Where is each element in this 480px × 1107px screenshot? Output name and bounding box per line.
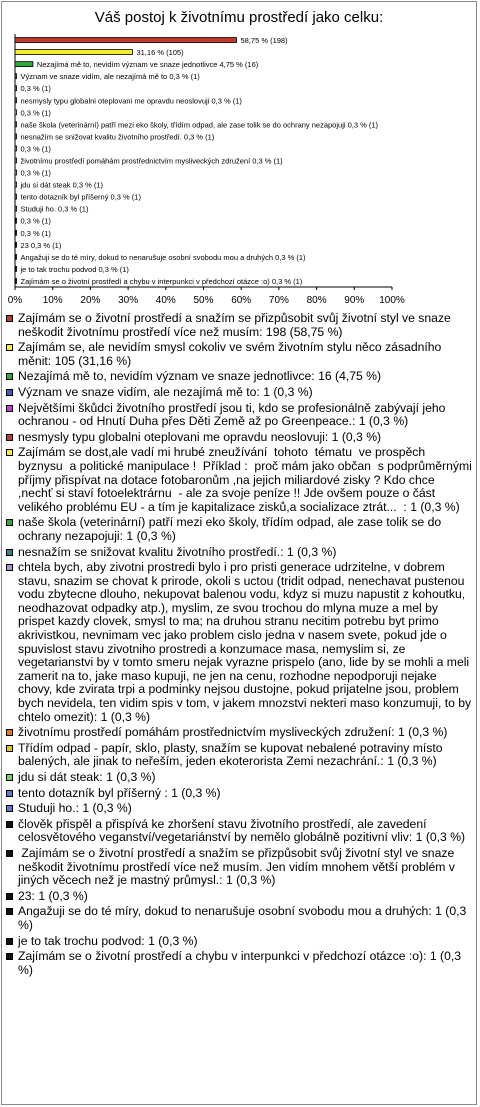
legend-item (6, 950, 472, 977)
legend-swatch (6, 774, 13, 781)
legend-swatch (6, 405, 13, 412)
legend-swatch (6, 449, 13, 456)
legend-label: nesmysly typu globalni oteplovani me opravdu neoslovuji: 1 (0,3 %) (18, 429, 382, 444)
x-tick-label: 20% (80, 295, 101, 306)
legend-item (6, 742, 472, 769)
legend-label: chtela bych, aby zivotni prostredi bylo i pro pristi generace udrzitelne, v dobrem stavu, snazim se chovat k prirode, okoli s uctou (tridit odpad, nenechavat pustenou vodu zbytecne dlouho, nekupovat balenou vodu, kdyz si muzu napustit z kohoutku, neodhazovat odpadky atp.), myslim, ze svou trochou do mlyna muze a mel by prispet kazdy clovek, smysl to ma; na druhou stranu necitim potrebu byt primo akrivistkou, nevnimam vec jako problem cislo jedna v nasem svete, pokud jde o spuvislost stavu zivotniho prostredi a konzumace masa, nemyslim si, ze vegetarianstvi by v tomto smeru nejak vyrazne prispelo (ano, lide by se mohli a meli zamerit na to, jake maso kupuji, ne jen na cenu, rozhodne nepodporuji nejake chovy, kde zvirata trpi a podminky nejsou dustojne, pokud prijatelne jsou, problem bych nevidela, ten vidim spis v tom, v jakem mnozstvi nekteri maso konzumuji, to by chtelo omezit): 1 (0,3 %) (18, 560, 475, 724)
legend-swatch (6, 745, 13, 752)
legend-item (6, 802, 472, 816)
legend-label: je to tak trochu podvod: 1 (0,3 %) (18, 933, 198, 948)
bar-label: Angažuji se do té míry, dokud to nenarušuje osobní svobodu mou a druhých 0,3 % (1) (20, 252, 306, 262)
legend-swatch (6, 564, 13, 571)
legend-label: Význam ve snaze vidím, ale nezajímá mě to: 1 (0,3 %) (18, 384, 313, 399)
x-tick-label: 10% (42, 295, 63, 306)
bar-label: tento dotazník byl příšerný 0,3 % (1) (20, 192, 141, 202)
legend-label: nesnažím se snižovat kvalitu životního prostředí.: 1 (0,3 %) (18, 544, 337, 559)
legend (6, 311, 476, 979)
legend-item (6, 341, 472, 368)
legend-label: naše škola (veterinární) patří mezi eko školy, třídím odpad, ale zase tolik se do ochrany nezapojuji: 1 (0,3 %) (18, 515, 445, 543)
bar-label: Studuji ho. 0,3 % (1) (20, 204, 89, 214)
bar (15, 254, 17, 259)
legend-item (6, 312, 472, 339)
x-tick-label: 80% (306, 295, 327, 306)
legend-swatch (6, 344, 13, 351)
x-tick-label: 30% (118, 295, 139, 306)
bar-label: 0,3 % (1) (20, 144, 51, 154)
legend-swatch (6, 805, 13, 812)
legend-swatch (6, 549, 13, 556)
legend-item (6, 787, 472, 801)
legend-swatch (6, 389, 13, 396)
legend-label: Nezajímá mě to, nevidím význam ve snaze jednotlivce: 16 (4,75 %) (18, 369, 382, 384)
x-tick-label: 100% (379, 295, 405, 306)
legend-item (6, 818, 472, 845)
legend-item (6, 935, 472, 949)
bar-label: Nezajímá mě to, nevidím význam ve snaze jednotlivce 4,75 % (16) (36, 60, 259, 70)
legend-swatch (6, 908, 13, 915)
legend-swatch (6, 938, 13, 945)
bar-label: je to tak trochu podvod 0,3 % (1) (20, 264, 129, 274)
legend-swatch (6, 434, 13, 441)
legend-item (6, 546, 472, 560)
legend-item (6, 386, 472, 400)
bar (15, 206, 17, 211)
bar (15, 38, 236, 43)
legend-label: jdu si dát steak: 1 (0,3 %) (18, 770, 156, 784)
x-tick-label: 50% (193, 295, 214, 306)
bar (15, 110, 17, 115)
legend-swatch (6, 790, 13, 797)
bar (15, 122, 17, 127)
legend-item (6, 847, 472, 888)
bar-label: 0,3 % (1) (20, 168, 51, 178)
bar (15, 86, 17, 91)
legend-item (6, 516, 472, 543)
legend-swatch (6, 729, 13, 736)
legend-swatch (6, 821, 13, 828)
legend-item (6, 445, 476, 514)
bar-plot (0, 0, 480, 310)
bar-label: nesnažím se snižovat kvalitu životního prostředí. 0,3 % (1) (20, 132, 215, 142)
bar-label: 58,75 % (198) (240, 36, 288, 46)
bar-label: nesmysly typu globalni oteplovani me opravdu neoslovuji 0,3 % (1) (20, 96, 242, 106)
legend-swatch (6, 893, 13, 900)
legend-label: Zajímám se o životní prostředí a snažím se přizpůsobit svůj životní styl ve snaze neškodit životnímu prostředí více než musím. Jen vidím mnohem větší problém v jiných věcech než je mastný průmysl.: 1 (0,3 %) (18, 845, 459, 888)
bar-label: 0,3 % (1) (20, 216, 51, 226)
bar (15, 194, 17, 199)
x-tick-label: 40% (155, 295, 176, 306)
legend-swatch (6, 519, 13, 526)
legend-swatch (6, 315, 13, 322)
bar (15, 134, 17, 139)
legend-item (6, 726, 472, 740)
x-tick-label: 0% (7, 295, 23, 306)
bar (15, 218, 17, 223)
legend-item (6, 370, 472, 384)
legend-label: 23: 1 (0,3 %) (18, 888, 88, 903)
bar (15, 50, 132, 55)
bar (15, 146, 17, 151)
bar-label: Zajímám se o životní prostředí a chybu v interpunkci v předchozí otázce :o) 0,3 % (1) (20, 276, 303, 286)
bar (15, 242, 17, 247)
bar (15, 266, 17, 271)
legend-label: tento dotazník byl příšerný : 1 (0,3 %) (18, 785, 221, 800)
x-tick-label: 70% (268, 295, 289, 306)
legend-swatch (6, 373, 13, 380)
x-tick-label: 90% (344, 295, 365, 306)
legend-item (6, 771, 472, 785)
legend-item (6, 402, 472, 429)
legend-item (6, 431, 472, 445)
legend-item (6, 560, 475, 724)
legend-label: životnímu prostředí pomáhám prostřednictvím mysliveckých združení: 1 (0,3 %) (18, 725, 448, 740)
legend-label: člověk přispěl a přispívá ke zhoršení stavu životního prostředí, ale zavedení celosvětového veganství/vegetariánství by nemělo globálně pozitivní vliv: 1 (0,3 %) (18, 816, 466, 845)
bar (15, 170, 17, 175)
bar-label: životnímu prostředí pomáhám prostřednictvím mysliveckých združení 0,3 % (1) (20, 156, 283, 166)
bar-label: 23 0,3 % (1) (20, 240, 62, 250)
legend-label: Zajímám se o životní prostředí a chybu v interpunkci v předchozí otázce :o): 1 (0,3 %) (18, 949, 465, 977)
bar-label: jdu si dát steak 0,3 % (1) (20, 180, 104, 190)
bar (15, 230, 17, 235)
bar (15, 98, 17, 103)
legend-label: Třídím odpad - papír, sklo, plasty, snažím se kupovat nebalené potraviny místo balených, ale jinak to neřeším, jeden ekoterorista Zemi nezachrání.: 1 (0,3 %) (18, 740, 446, 769)
chart-title: Váš postoj k životnímu prostředí jako celku: (94, 9, 384, 26)
bar (15, 158, 17, 163)
legend-swatch (6, 850, 13, 857)
legend-item (6, 905, 472, 932)
legend-label: Zajímám se dost,ale vadí mi hrubé zneužívání tohoto tématu ve prospěch byznysu a politické manipulace ! Příklad : proč mám jako občan s podprůměrnými příjmy přispívat na dotace fotobaronům ,na jejich miliardové zisky ? Kdo chce ,nechť si staví fotoelektrárnu - ale za svoje peníze !! Jde ovšem pouze o část velikého problému EU - a tím je kapitalizace zisků,a socializace ztrát... : 1 (0,3 %) (18, 445, 476, 514)
legend-label: Největšími škůdci životního prostředí jsou ti, kdo se profesionálně zabývají jeho ochranou - od Hnutí Duha přes Děti Země až po Greenpeace.: 1 (0,3 %) (18, 400, 449, 429)
bar (15, 278, 17, 283)
legend-label: Zajímám se, ale nevidím smysl cokoliv ve svém životním stylu něco zásadního měnit: 105 (31,16 %) (18, 340, 445, 368)
bar-label: 0,3 % (1) (20, 228, 51, 238)
bar-label: naše škola (veterinární) patří mezi eko školy, třídím odpad, ale zase tolik se do ochrany nezapojuji 0,3 % (1) (20, 120, 379, 130)
legend-label: Angažuji se do té míry, dokud to nenarušuje osobní svobodu mou a druhých: 1 (0,3 %) (18, 904, 470, 932)
legend-item (6, 890, 472, 904)
bar-label: 0,3 % (1) (20, 84, 51, 94)
bar-label: 0,3 % (1) (20, 108, 51, 118)
bar (15, 62, 33, 67)
bar-label: Význam ve snaze vidím, ale nezajímá mě to 0,3 % (1) (20, 72, 200, 82)
legend-swatch (6, 953, 13, 960)
bar (15, 182, 17, 187)
x-tick-label: 60% (231, 295, 252, 306)
legend-label: Studuji ho.: 1 (0,3 %) (18, 801, 132, 816)
bar-label: 31,16 % (105) (136, 48, 184, 58)
legend-label: Zajímám se o životní prostředí a snažím se přizpůsobit svůj životní styl ve snaze neškodit životnímu prostředí více než musím: 198 (58,75 %) (18, 311, 455, 339)
bar (15, 74, 17, 79)
